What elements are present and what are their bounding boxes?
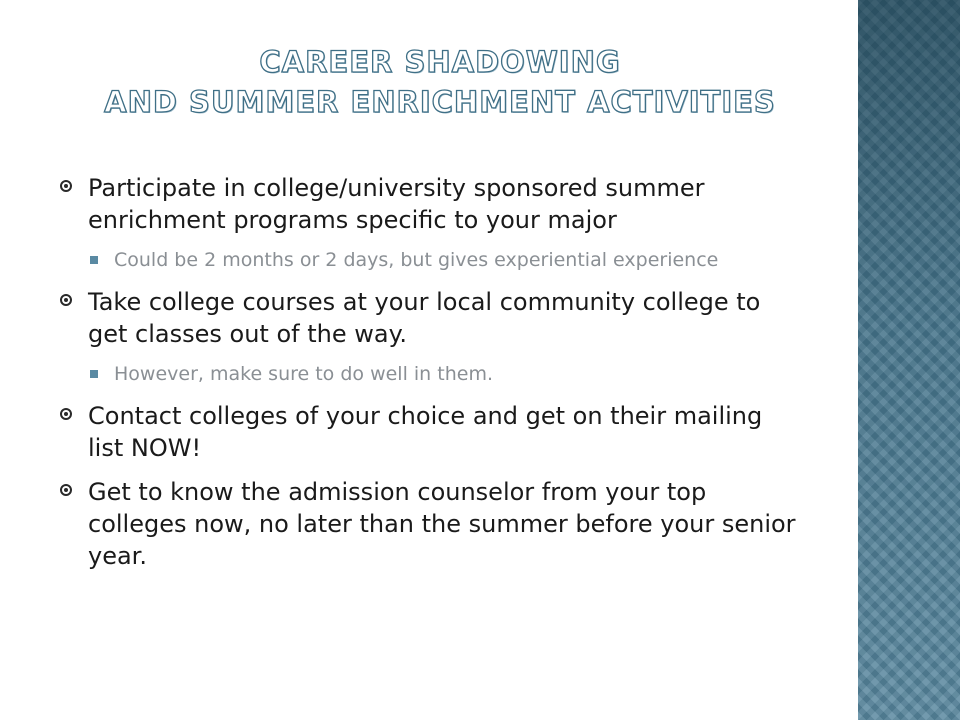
slide-title [60,42,820,122]
sub-bullet-item [60,358,800,390]
bullet-item [60,286,800,350]
bullet-text: Get to know the admission counselor from your top colleges now, no later than the summer before your senior year. [88,478,796,570]
bullet-item [60,476,800,572]
square-bullet-icon [90,370,98,378]
sub-bullet-text: Could be 2 months or 2 days, but gives experiential experience [114,249,719,271]
bullet-text: Participate in college/university sponsored summer enrichment programs specific to your major [88,174,705,234]
bullet-item [60,400,800,464]
bullet-text: Take college courses at your local community college to get classes out of the way. [88,288,761,348]
title-line-2: AND SUMMER ENRICHMENT ACTIVITIES [104,85,776,119]
circle-dot-bullet-icon [60,408,72,420]
bullet-item [60,172,800,236]
bullet-text: Contact colleges of your choice and get on their mailing list NOW! [88,402,763,462]
circle-dot-bullet-icon [60,180,72,192]
circle-dot-bullet-icon [60,294,72,306]
circle-dot-bullet-icon [60,484,72,496]
sub-bullet-text: However, make sure to do well in them. [114,363,493,385]
square-bullet-icon [90,256,98,264]
decorative-side-panel [858,0,960,720]
title-line-1: CAREER SHADOWING [259,45,621,79]
sub-bullet-item [60,244,800,276]
bullet-list [60,172,800,584]
